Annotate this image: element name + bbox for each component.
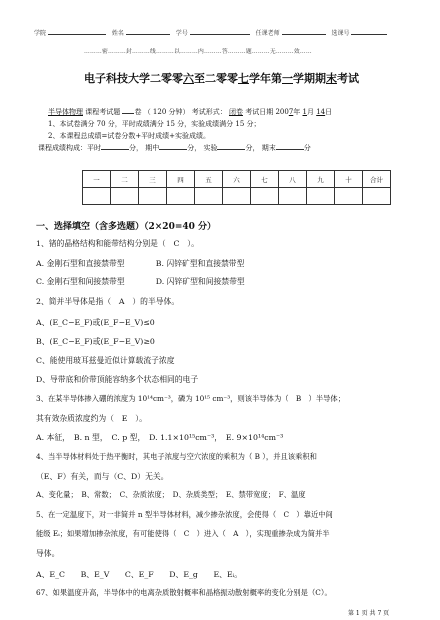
score-header: 三 <box>139 171 167 188</box>
unit: 分， <box>187 144 202 152</box>
student-id-field <box>190 34 250 35</box>
teacher-label: 任课老师 <box>255 30 280 37</box>
form-label: 考试形式： <box>191 108 227 116</box>
score-cell[interactable] <box>83 188 111 205</box>
seal-line: ………密………封………线………以………内………答………题………无………效…… <box>84 49 312 55</box>
paper-blank <box>122 113 134 114</box>
score-cell[interactable] <box>363 188 391 205</box>
question-line: A、变化量； B、常数； C、杂质浓度； D、杂质类型； E、禁带宽度； F、温度 <box>36 490 306 499</box>
question-line: 能级 Eᵢ；如果增加掺杂浓度，有可能使得（ C ）进入（ A ），实现重掺杂成为简并半 <box>36 529 330 538</box>
title-part: 至二零零 <box>194 72 238 85</box>
paper-label: 卷 <box>134 108 142 116</box>
question-line: （E、F）有关，而与（C、D）无关。 <box>36 472 169 481</box>
score-cell[interactable] <box>279 188 307 205</box>
teacher-field <box>282 34 326 35</box>
score-header: 八 <box>279 171 307 188</box>
course-no-label: 选课号 <box>331 30 350 37</box>
date-label: 考试日期 200 <box>245 108 289 116</box>
score-cell[interactable] <box>167 188 195 205</box>
blank <box>159 149 187 150</box>
rule-line-1: 1、本试卷满分 70 分，平时成绩满分 15 分，实验成绩满分 15 分； <box>48 120 261 128</box>
question-line: 1、锗的晶格结构和能带结构分别是（ C ）。 <box>36 239 199 248</box>
title-part: 电子科技大学二零零 <box>84 72 183 85</box>
question-line: 3、在某半导体掺入硼的浓度为 10¹⁴cm⁻³，磷为 10¹⁵ cm⁻³，则该半导体为（ B ）半导体； <box>36 394 345 403</box>
college-field <box>48 34 106 35</box>
grade-label: 期末 <box>261 144 276 152</box>
question-line: C. 金刚石型和间接禁带型 D. 闪锌矿型和间接禁带型 <box>36 277 245 286</box>
score-cell[interactable] <box>335 188 363 205</box>
score-value-row <box>83 188 391 205</box>
score-header: 合计 <box>363 171 391 188</box>
college-label: 学院 <box>34 30 47 37</box>
question-line: 2、简并半导体是指（ A ）的半导体。 <box>36 297 180 306</box>
month-label: 月 <box>306 108 314 116</box>
question-line: A. 本征， B. n 型， C. p 型， D. 1.1×10¹⁵cm⁻³， E. 9×10¹⁴cm⁻³ <box>36 433 284 442</box>
name-field <box>126 34 170 35</box>
score-cell[interactable] <box>251 188 279 205</box>
name-label: 姓名 <box>111 30 124 37</box>
score-table <box>82 170 391 205</box>
student-info-line <box>34 28 387 37</box>
blank <box>276 149 304 150</box>
unit: 分， <box>245 144 260 152</box>
title-year-start: 六 <box>183 72 194 85</box>
unit: 分， <box>129 144 143 152</box>
score-header: 十 <box>335 171 363 188</box>
exam-form: 闭卷 <box>228 108 243 116</box>
course-name: 半导体物理 <box>48 108 83 116</box>
question-line: A、(E_C−E_F)或(E_F−E_V)≤0 <box>36 318 155 327</box>
score-cell[interactable] <box>195 188 223 205</box>
score-header: 六 <box>223 171 251 188</box>
question-line: C、能使用玻耳兹曼近似计算载流子浓度 <box>36 356 175 365</box>
duration: （ 120 分钟） <box>143 108 190 116</box>
score-cell[interactable] <box>223 188 251 205</box>
score-header: 五 <box>195 171 223 188</box>
question-line: 5、在一定温度下，对一非简并 n 型半导体材料，减少掺杂浓度，会使得（ C ）靠近中间 <box>36 510 333 519</box>
score-cell[interactable] <box>307 188 335 205</box>
page-number: 第 1 页 共 7 页 <box>348 610 390 617</box>
score-header: 二 <box>111 171 139 188</box>
score-header: 七 <box>251 171 279 188</box>
question-line: 67、如果温度升高，半导体中的电离杂质散射概率和晶格振动散射概率的变化分别是（C）。 <box>36 588 332 597</box>
title-year-end: 七 <box>238 72 249 85</box>
score-header-row <box>83 171 391 188</box>
score-cell[interactable] <box>139 188 167 205</box>
date-month: 1 <box>302 108 307 116</box>
question-line: 4、当半导体材料处于热平衡时，其电子浓度与空穴浓度的乘积为（ B ），并且该乘积和 <box>36 452 317 461</box>
course-info-line <box>48 107 332 117</box>
grade-composition <box>38 143 311 153</box>
blank <box>217 149 245 150</box>
question-line: 其有效杂质浓度约为（ E ）。 <box>36 414 147 423</box>
section-title: 一、选择填空（含多选题）（2×20=40 分） <box>36 222 217 232</box>
title-part: 考试 <box>337 72 359 85</box>
grade-label: 期中 <box>145 144 160 152</box>
year-label: 年 <box>293 108 301 116</box>
question-line: 导体。 <box>36 549 60 558</box>
question-line: B、(E_C−E_F)或(E_F−E_V)≥0 <box>36 337 155 346</box>
question-line: A、E_C B、E_V C、E_F D、E_g E、Eᵢ。 <box>36 570 243 579</box>
day-label: 日 <box>325 108 333 116</box>
course-no-field <box>351 34 387 35</box>
score-cell[interactable] <box>111 188 139 205</box>
date-year: 7 <box>288 108 294 116</box>
exam-title <box>84 70 359 86</box>
blank <box>101 149 129 150</box>
unit: 分 <box>303 144 311 152</box>
question-line: D、导带底和价带顶能容纳多个状态相同的电子 <box>36 375 199 384</box>
title-period: 末 <box>326 72 337 85</box>
student-id-label: 学号 <box>175 30 188 37</box>
grade-label: 课程成绩构成：平时 <box>38 144 101 152</box>
title-term: 一 <box>282 72 293 85</box>
title-part: 学期期 <box>293 72 326 85</box>
score-header: 九 <box>307 171 335 188</box>
date-day: 14 <box>316 108 326 116</box>
question-line: A. 金刚石型和直接禁带型 B. 闪锌矿型和直接禁带型 <box>36 259 245 268</box>
title-part: 学年第 <box>249 72 282 85</box>
score-header: 四 <box>167 171 195 188</box>
grade-label: 实验 <box>203 144 218 152</box>
exam-type-label: 课程考试题 <box>85 108 121 116</box>
rule-line-2: 2、本课程总成绩=试卷分数+平时成绩+实验成绩。 <box>48 132 211 140</box>
score-header: 一 <box>83 171 111 188</box>
